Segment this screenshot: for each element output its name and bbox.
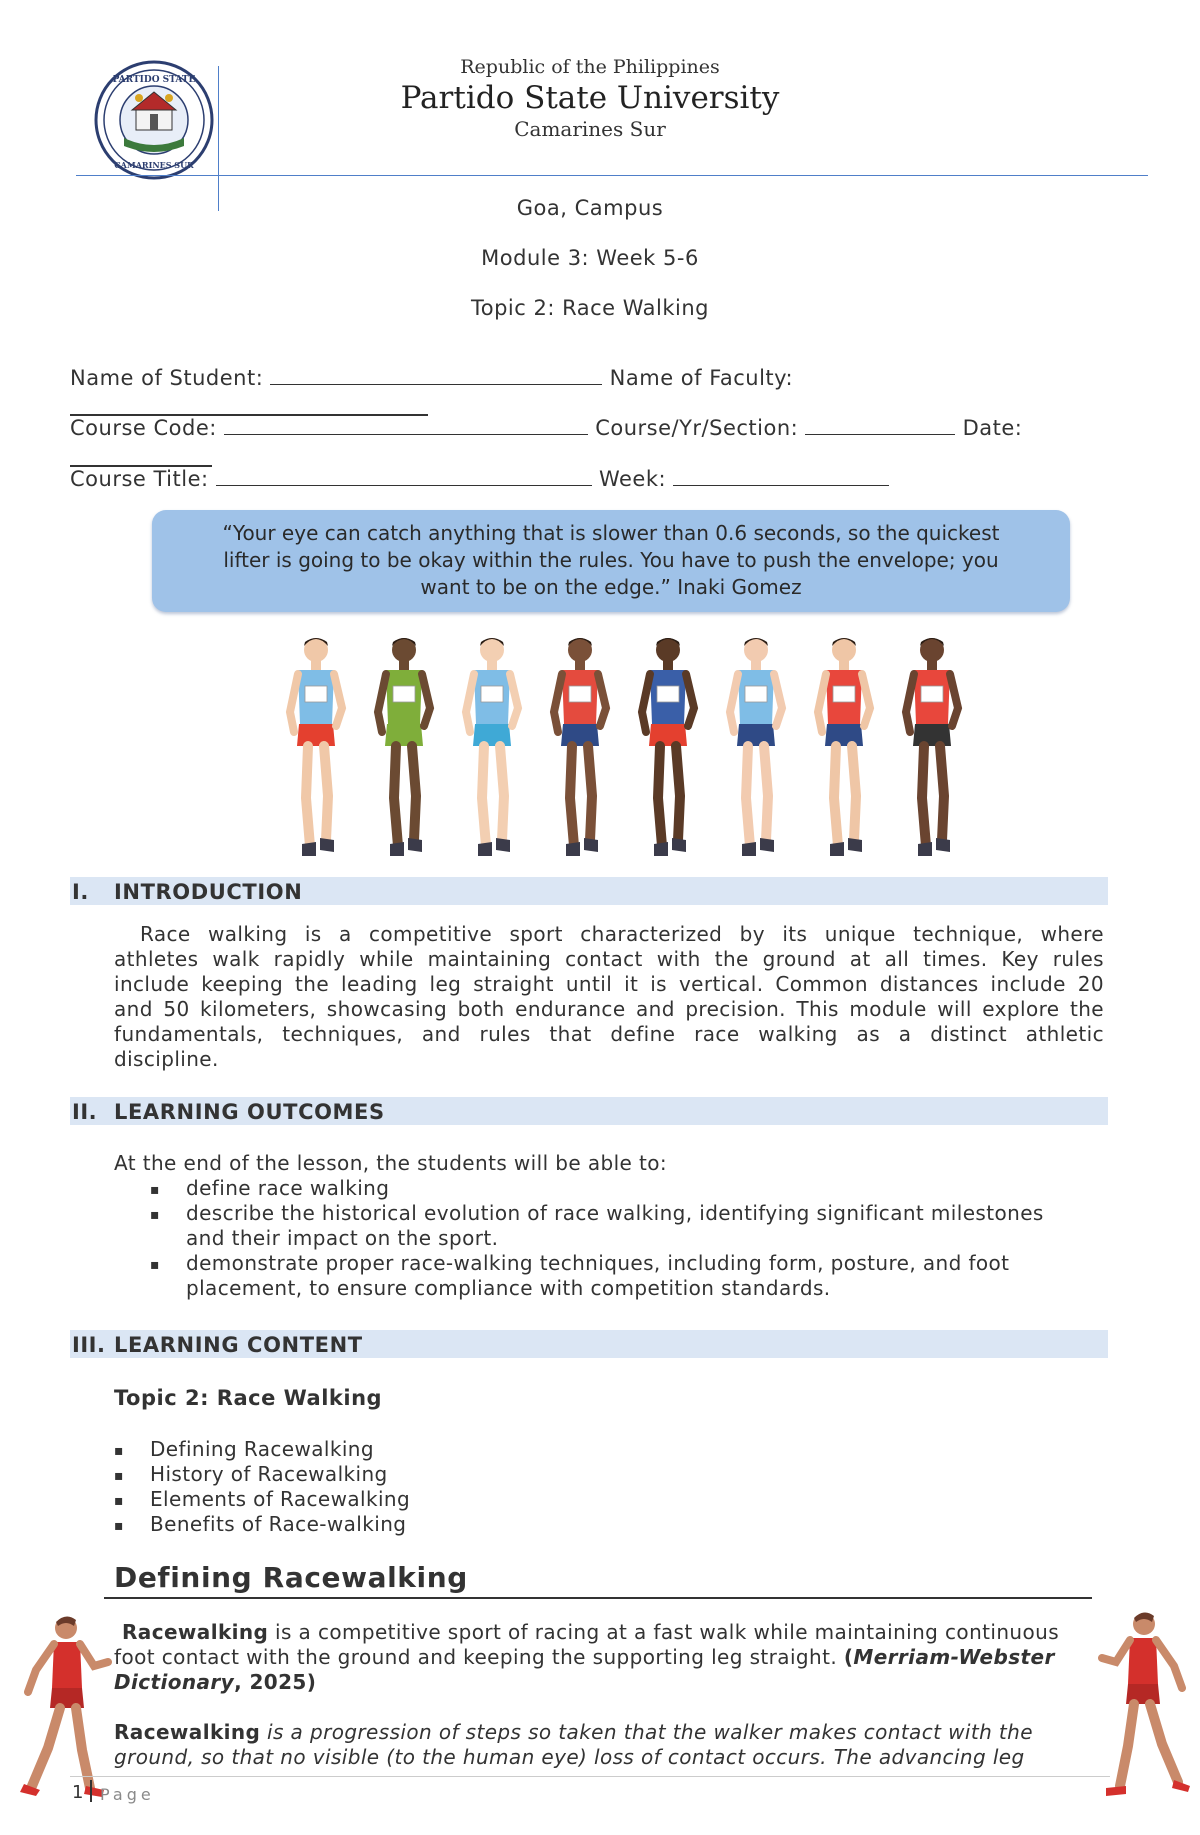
course-title-row (70, 467, 889, 491)
content-list-item (114, 1437, 714, 1462)
outcomes-section-title: LEARNING OUTCOMES (114, 1100, 385, 1124)
campus-line: Goa, Campus (516, 196, 664, 220)
citation-source-2: Dictionary (114, 1670, 235, 1694)
week-label: Week: (598, 467, 667, 491)
bullet-icon: ▪ (150, 1257, 160, 1273)
outcome-item (150, 1176, 1090, 1201)
defining-racewalking-heading: Defining Racewalking (114, 1561, 468, 1594)
citation-source: Merriam-Webster (853, 1645, 1055, 1669)
race-walker-figure (554, 638, 606, 856)
week-field[interactable] (673, 467, 889, 486)
bullet-icon: ▪ (114, 1493, 124, 1509)
content-section-number: III. (72, 1333, 106, 1357)
section-field[interactable] (805, 416, 955, 435)
svg-text:CAMARINES SUR: CAMARINES SUR (114, 160, 194, 170)
date-label: Date: (962, 416, 1023, 440)
student-faculty-row (70, 366, 793, 390)
outcome-item-text: placement, to ensure compliance with competition standards. (186, 1276, 831, 1300)
content-list (114, 1437, 714, 1537)
page-number: 1 (72, 1782, 84, 1803)
header-horizontal-rule (76, 175, 1148, 176)
definition-paragraph-1 (114, 1620, 1104, 1695)
intro-section-number: I. (72, 880, 89, 904)
course-code-row (70, 416, 1022, 440)
outcomes-lead: At the end of the lesson, the students will be able to: (114, 1151, 668, 1175)
province-line: Camarines Sur (514, 117, 666, 141)
definition-1-line-1 (114, 1620, 1104, 1645)
definition-1-line-2 (114, 1645, 1104, 1670)
republic-line: Republic of the Philippines (460, 56, 720, 78)
racewalker-right-icon (1092, 1600, 1200, 1800)
topic-heading: Topic 2: Race Walking (470, 296, 709, 320)
intro-paragraph (114, 922, 1104, 1072)
section-label: Course/Yr/Section: (595, 416, 799, 440)
course-title-field[interactable] (216, 467, 592, 486)
definition-1-line-3 (114, 1670, 1104, 1695)
page-word: Page (100, 1785, 155, 1804)
course-title-label: Course Title: (70, 467, 209, 491)
definition-2-line-1 (114, 1720, 1104, 1745)
outcome-item-text: demonstrate proper race-walking techniques, including form, posture, and foot (186, 1251, 1010, 1275)
intro-line: Race walking is a competitive sport characterized by its unique technique, where (140, 922, 1104, 946)
definition-1-text: foot contact with the ground and keeping the supporting leg straight. (114, 1645, 844, 1669)
intro-line: fundamentals, techniques, and rules that define race walking as a distinct athletic (114, 1022, 1104, 1046)
svg-text:PARTIDO STATE: PARTIDO STATE (112, 75, 196, 85)
course-code-field[interactable] (224, 416, 588, 435)
race-walker-figure (290, 638, 342, 856)
content-section-title: LEARNING CONTENT (114, 1333, 363, 1357)
quote-text (172, 520, 1050, 601)
footer-rule (70, 1776, 1110, 1777)
race-walker-figure (642, 638, 694, 856)
intro-line: discipline. (114, 1047, 219, 1071)
outcome-item (150, 1201, 1090, 1251)
outcome-item (150, 1251, 1090, 1301)
content-list-item (114, 1487, 714, 1512)
quote-line-1: “Your eye can catch anything that is slower than 0.6 seconds, so the quickest (222, 521, 1000, 545)
heading-rule (104, 1597, 1092, 1599)
definition-1-text: is a competitive sport of racing at a fast walk while maintaining continuous (268, 1620, 1060, 1644)
definition-2-text: ground, so that no visible (to the human eye) loss of contact occurs. The advancing leg (114, 1745, 1025, 1769)
definition-2-text: is a progression of steps so taken that the walker makes contact with the (260, 1720, 1033, 1744)
bullet-icon: ▪ (114, 1518, 124, 1534)
quote-line-3: want to be on the edge.” Inaki Gomez (420, 575, 802, 599)
quote-line-2: lifter is going to be okay within the rules. You have to push the envelope; you (223, 548, 999, 572)
term-racewalking: Racewalking (122, 1620, 269, 1644)
intro-line: and 50 kilometers, showcasing both endurance and precision. This module will explore the (114, 997, 1104, 1021)
content-list-item (114, 1462, 714, 1487)
footer-separator (90, 1780, 92, 1802)
outcome-item-text: and their impact on the sport. (186, 1226, 499, 1250)
citation-year: , 2025) (234, 1670, 317, 1694)
module-line: Module 3: Week 5-6 (481, 246, 699, 270)
content-list-item-text: Benefits of Race-walking (150, 1512, 407, 1536)
university-name: Partido State University (400, 80, 780, 116)
bullet-icon: ▪ (150, 1207, 160, 1223)
faculty-label: Name of Faculty: (609, 366, 794, 390)
term-racewalking: Racewalking (114, 1720, 261, 1744)
student-name-field[interactable] (270, 366, 602, 385)
bullet-icon: ▪ (150, 1182, 160, 1198)
cite-open: ( (843, 1645, 854, 1669)
race-walker-figure (906, 638, 958, 856)
student-label: Name of Student: (70, 366, 264, 390)
intro-line: include keeping the leading leg straight until it is vertical. Common distances include 20 (114, 972, 1104, 996)
content-list-item-text: Elements of Racewalking (150, 1487, 411, 1511)
race-walkers-illustration (272, 628, 984, 878)
outcome-item-text: describe the historical evolution of race walking, identifying significant milestones (186, 1201, 1044, 1225)
intro-line: athletes walk rapidly while maintaining contact with the ground at all times. Key rules (114, 947, 1104, 971)
outcome-item-text: define race walking (186, 1176, 390, 1200)
racewalker-left-icon (10, 1604, 120, 1800)
definition-2-line-2 (114, 1745, 1104, 1770)
outcomes-section-number: II. (72, 1100, 98, 1124)
race-walker-figure (378, 638, 430, 856)
content-list-item-text: Defining Racewalking (150, 1437, 374, 1461)
content-list-item-text: History of Racewalking (150, 1462, 388, 1486)
content-list-item (114, 1512, 714, 1537)
race-walker-figure (818, 638, 870, 856)
bullet-icon: ▪ (114, 1468, 124, 1484)
race-walker-figure (730, 638, 782, 856)
content-subheading: Topic 2: Race Walking (114, 1386, 383, 1410)
definition-paragraph-2 (114, 1720, 1104, 1770)
intro-section-title: INTRODUCTION (114, 880, 303, 904)
race-walker-figure (466, 638, 518, 856)
course-code-label: Course Code: (70, 416, 217, 440)
bullet-icon: ▪ (114, 1443, 124, 1459)
